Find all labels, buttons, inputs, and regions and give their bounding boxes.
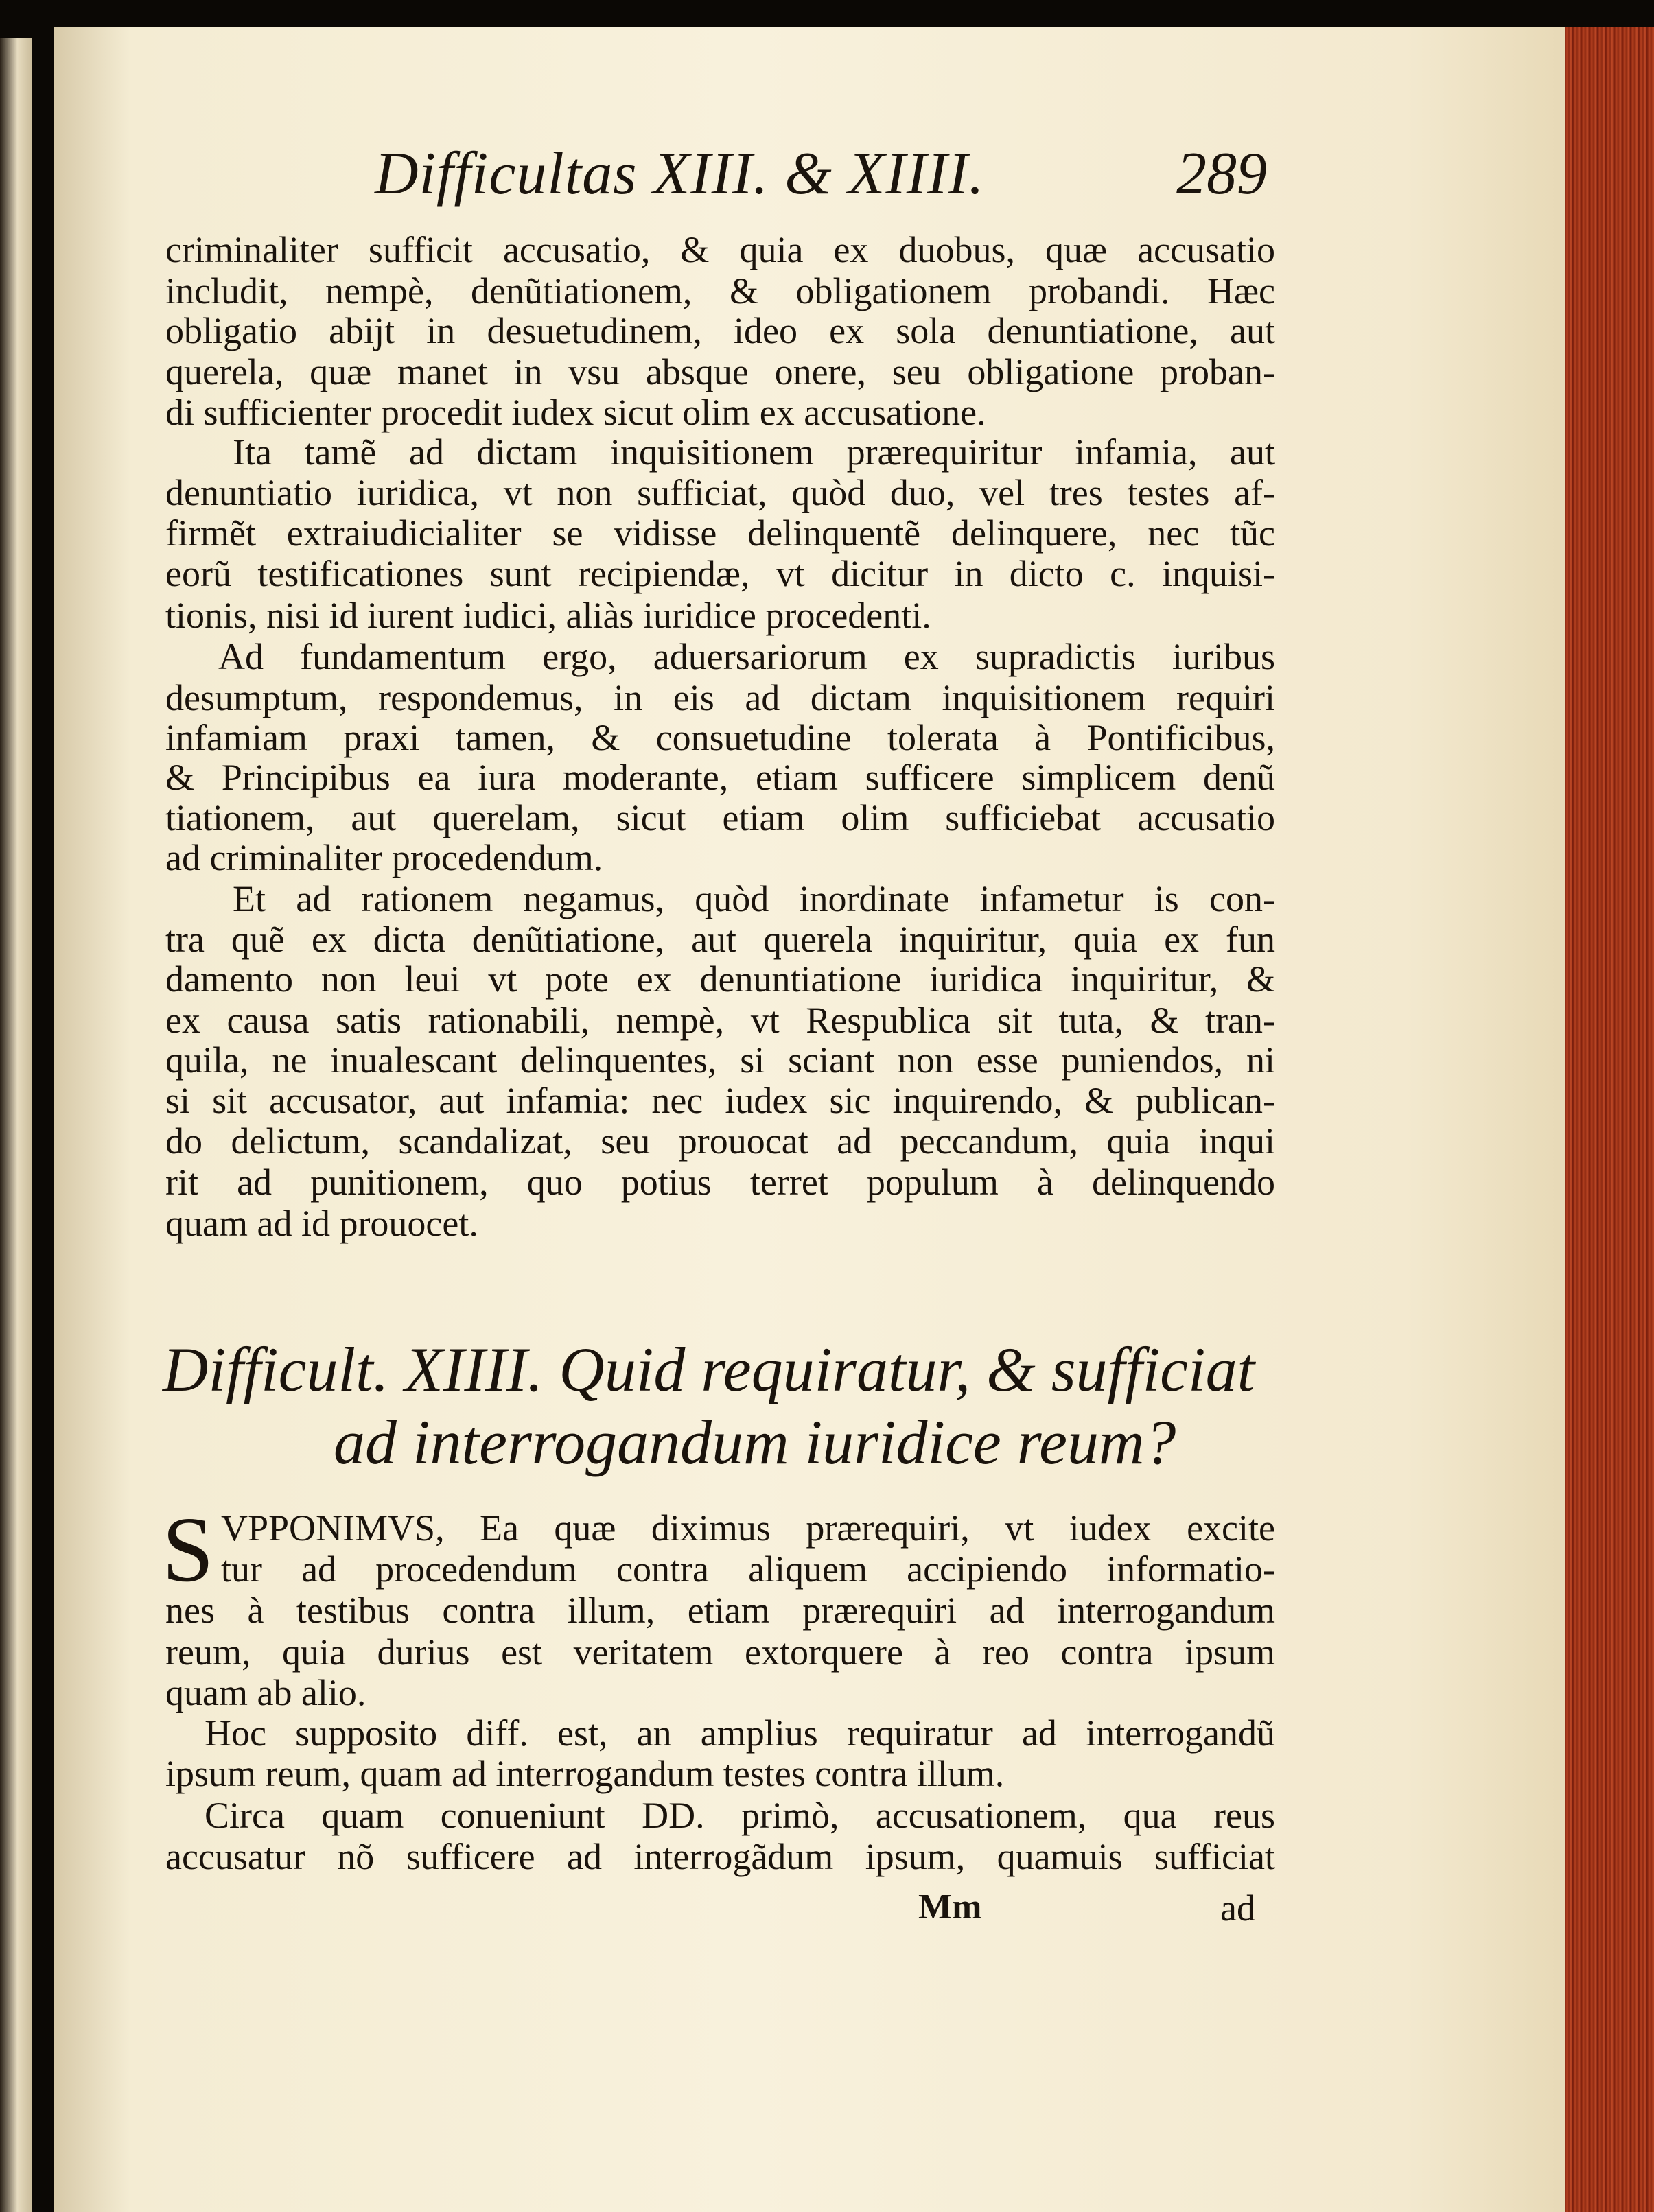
body-line: tionis, nisi id iurent iudici, aliàs iuridice procedenti. bbox=[165, 595, 931, 636]
body-line: tiationem, aut querelam, sicut etiam olim sufficiebat accusatio bbox=[165, 797, 1275, 838]
section-line: accusatur nõ sufficere ad interrogãdum ipsum, quamuis sufficiat bbox=[165, 1836, 1275, 1877]
body-line: Ad fundamentum ergo, aduersariorum ex supradictis iuribus bbox=[218, 636, 1275, 677]
body-line: damento non leui vt pote ex denuntiatione iuridica inquiritur, & bbox=[165, 958, 1275, 1000]
section-heading-line-2: ad interrogandum iuridice reum? bbox=[334, 1407, 1176, 1477]
body-line: di sufficienter procedit iudex sicut olim ex accusatione. bbox=[165, 392, 986, 433]
body-line: tra quẽ ex dicta denũtiatione, aut querela inquiritur, quia ex fun bbox=[165, 919, 1275, 960]
catchword: ad bbox=[1220, 1887, 1255, 1929]
section-line: Hoc supposito diff. est, an amplius requiratur ad interrogandũ bbox=[205, 1713, 1275, 1754]
section-line: Circa quam conueniunt DD. primò, accusationem, qua reus bbox=[205, 1795, 1275, 1836]
signature-mark: Mm bbox=[918, 1887, 982, 1927]
page-header bbox=[375, 139, 1267, 215]
body-line: Ita tamẽ ad dictam inquisitionem prærequiritur infamia, aut bbox=[233, 432, 1275, 473]
section-heading-line-1: Difficult. XIIII. Quid requiratur, & sufficiat bbox=[163, 1334, 1255, 1404]
body-line: firmẽt extraiudicialiter se vidisse delinquentẽ delinquere, nec tũc bbox=[165, 513, 1275, 554]
drop-cap: S bbox=[162, 1498, 214, 1601]
body-line: eorũ testificationes sunt recipiendæ, vt dicitur in dicto c. inquisi- bbox=[165, 553, 1275, 594]
body-line: do delictum, scandalizat, seu prouocat ad peccandum, quia inqui bbox=[165, 1120, 1275, 1162]
page-number: 289 bbox=[1176, 141, 1267, 207]
body-line: includit, nempè, denũtiationem, & obligationem probandi. Hæc bbox=[165, 270, 1275, 311]
body-line: ex causa satis rationabili, nempè, vt Respublica sit tuta, & tran- bbox=[165, 1000, 1275, 1041]
previous-page-edge bbox=[0, 38, 32, 2212]
red-page-edges bbox=[1565, 27, 1654, 2212]
section-line: VPPONIMVS, Ea quæ diximus prærequiri, vt iudex excite bbox=[221, 1507, 1275, 1549]
body-line: obligatio abijt in desuetudinem, ideo ex sola denuntiatione, aut bbox=[165, 310, 1275, 351]
section-line: quam ab alio. bbox=[165, 1672, 366, 1713]
section-line: nes à testibus contra illum, etiam prærequiri ad interrogandum bbox=[165, 1590, 1275, 1631]
body-line: querela, quæ manet in vsu absque onere, seu obligatione proban- bbox=[165, 351, 1275, 392]
body-line: infamiam praxi tamen, & consuetudine tolerata à Pontificibus, bbox=[165, 717, 1275, 758]
body-line: rit ad punitionem, quo potius terret populum à delinquendo bbox=[165, 1162, 1275, 1203]
body-line: si sit accusator, aut infamia: nec iudex sic inquirendo, & publican- bbox=[165, 1080, 1275, 1121]
body-line: denuntiatio iuridica, vt non sufficiat, quòd duo, vel tres testes af- bbox=[165, 472, 1275, 513]
running-head: Difficultas XIII. & XIIII. bbox=[375, 141, 985, 207]
body-line: Et ad rationem negamus, quòd inordinate infametur is con- bbox=[233, 878, 1275, 919]
section-line: ipsum reum, quam ad interrogandum testes contra illum. bbox=[165, 1753, 1005, 1794]
section-line: reum, quia durius est veritatem extorquere à reo contra ipsum bbox=[165, 1632, 1275, 1673]
body-line: quam ad id prouocet. bbox=[165, 1203, 478, 1244]
body-line: ad criminaliter procedendum. bbox=[165, 837, 603, 878]
body-line: desumptum, respondemus, in eis ad dictam inquisitionem requiri bbox=[165, 677, 1275, 718]
body-line: criminaliter sufficit accusatio, & quia ex duobus, quæ accusatio bbox=[165, 229, 1275, 270]
body-line: & Principibus ea iura moderante, etiam sufficere simplicem denũ bbox=[165, 757, 1275, 798]
section-line: tur ad procedendum contra aliquem accipiendo informatio- bbox=[221, 1549, 1275, 1590]
body-line: quila, ne inualescant delinquentes, si sciant non esse puniendos, ni bbox=[165, 1039, 1275, 1081]
